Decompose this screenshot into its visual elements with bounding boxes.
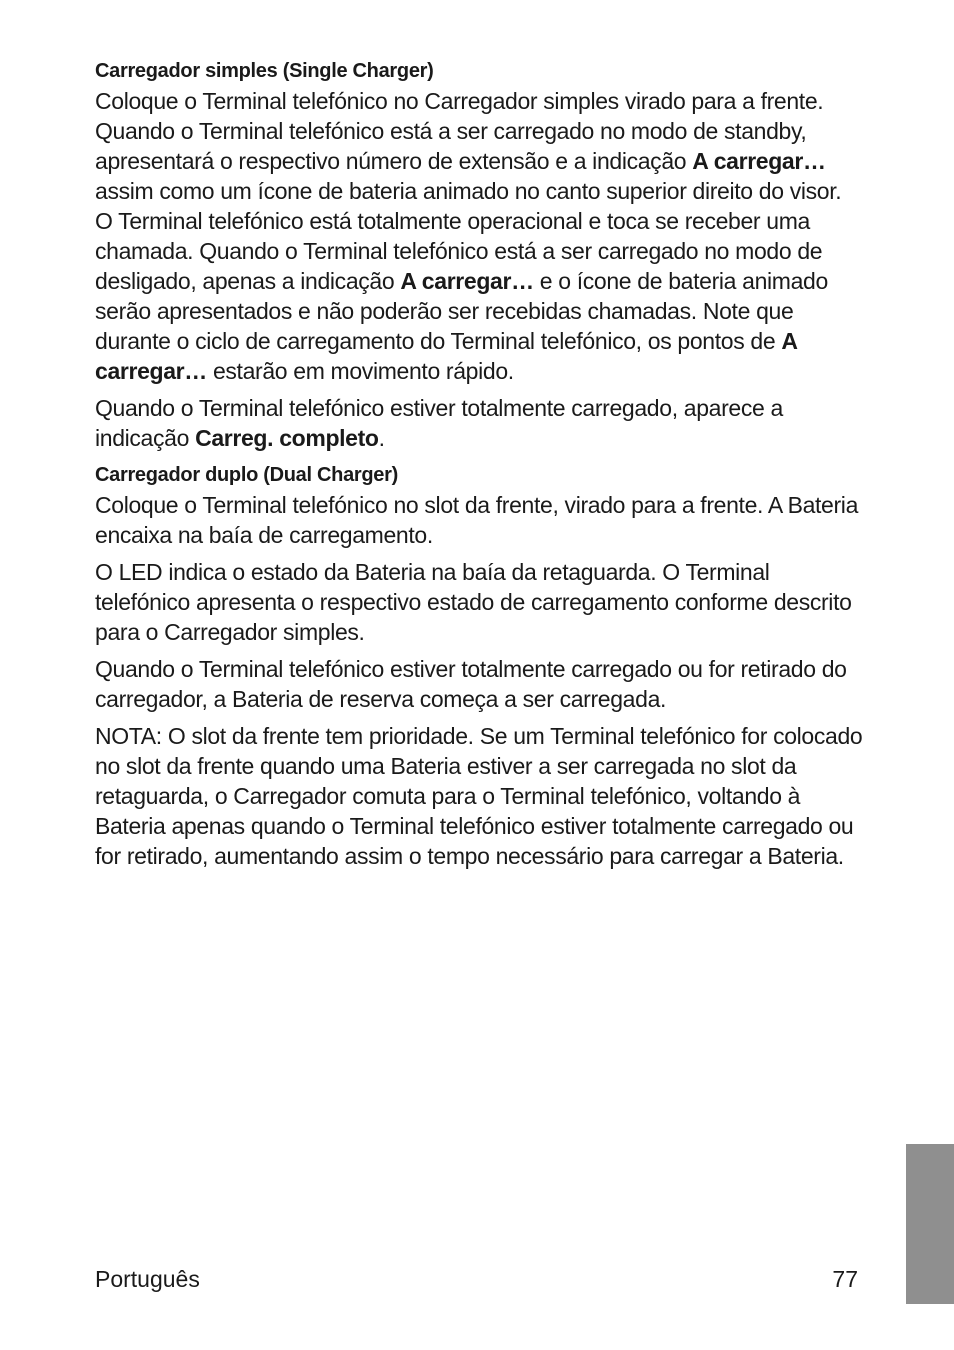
bold-label: A carregar… <box>400 268 534 294</box>
paragraph: Quando o Terminal telefónico estiver totalmente carregado, aparece a indicação Carreg. completo. <box>95 395 783 451</box>
paragraph: O LED indica o estado da Bateria na baía da retaguarda. O Terminal telefónico apresenta o respectivo estado de carregamento conforme descrito para o Carregador simples. <box>95 559 852 645</box>
section-heading: Carregador duplo (Dual Charger) <box>95 464 398 486</box>
section-heading: Carregador simples (Single Charger) <box>95 60 434 82</box>
bold-label: A carregar… <box>95 328 797 384</box>
page-number: 77 <box>832 1266 858 1292</box>
note-paragraph: NOTA: O slot da frente tem prioridade. Se um Terminal telefónico for colocado no slot da frente quando uma Bateria estiver a ser carregada no slot da retaguarda, o Carregador comuta para o Terminal telefónico, voltando à Bateria apenas quando o Terminal telefónico estiver totalmente carregado ou for retirado, aumentando assim o tempo necessário para carregar a Bateria. <box>95 723 863 869</box>
paragraph: Coloque o Terminal telefónico no Carregador simples virado para a frente. Quando o Terminal telefónico está a ser carregado no modo de standby, apresentará o respectivo número de extensão e a indicação A carregar… assim como um ícone de bateria animado no canto superior direito do visor. O Terminal telefónico está totalmente operacional e toca se receber uma chamada. Quando o Terminal telefónico está a ser carregado no modo de desligado, apenas a indicação A carregar… e o ícone de bateria animado serão apresentados e não poderão ser recebidas chamadas. Note que durante o ciclo de carregamento do Terminal telefónico, os pontos de A carregar… estarão em movimento rápido. <box>95 88 842 384</box>
footer-language: Português <box>95 1266 200 1292</box>
bold-label: A carregar… <box>692 148 826 174</box>
section-dual-charger <box>95 460 863 871</box>
section-single-charger <box>95 56 863 453</box>
bold-label: Carreg. completo <box>195 425 379 451</box>
paragraph: Coloque o Terminal telefónico no slot da frente, virado para a frente. A Bateria encaixa na baía de carregamento. <box>95 492 859 548</box>
chapter-thumb-tab <box>906 1144 954 1304</box>
paragraph: Quando o Terminal telefónico estiver totalmente carregado ou for retirado do carregador, a Bateria de reserva começa a ser carregada. <box>95 656 847 712</box>
page-content <box>95 56 863 878</box>
